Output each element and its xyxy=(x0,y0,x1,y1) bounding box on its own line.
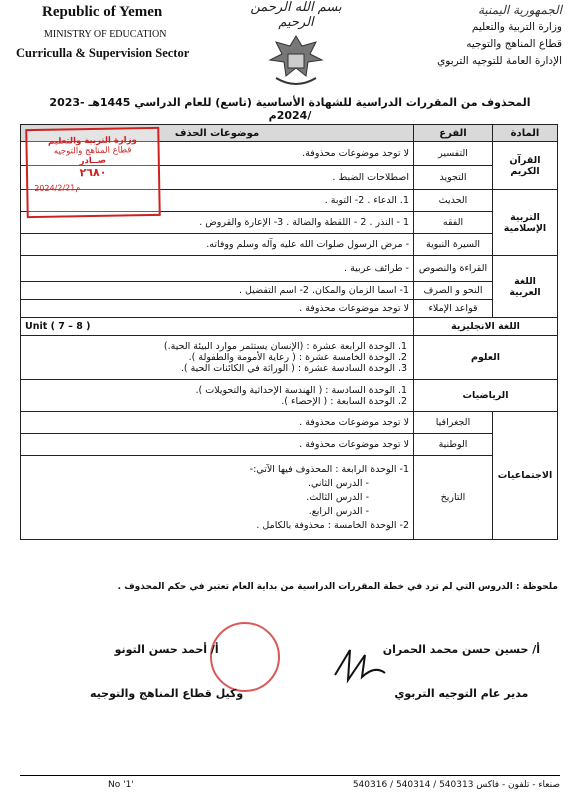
branch-cell: الحديث xyxy=(414,190,493,212)
stamp-date: 2024/2/21م xyxy=(34,183,81,194)
header-left xyxy=(16,4,216,61)
topic-cell: 1. الدعاء . 2- التوبة . xyxy=(21,190,414,212)
yemen-eagle-emblem-icon xyxy=(266,32,326,90)
branch-cell: التاريخ xyxy=(414,456,493,540)
branch-cell: قواعد الإملاء xyxy=(414,300,493,318)
topic-cell xyxy=(21,380,414,412)
branch-cell: التفسير xyxy=(414,142,493,166)
stamp-ministry: وزارة التربية والتعليم xyxy=(47,135,137,147)
topic-cell: لا توجد موضوعات محذوفة . xyxy=(21,412,414,434)
table-row xyxy=(21,300,558,318)
table-row xyxy=(21,234,558,256)
topic-cell xyxy=(21,456,414,540)
table-row xyxy=(21,318,558,336)
basmala: بسم الله الرحمن الرحيم xyxy=(250,0,342,30)
topic-cell: - طرائف عربية . xyxy=(21,256,414,282)
history-line: 2- الوحدة الخامسة : محذوفة بالكامل . xyxy=(256,519,409,531)
topic-cell: لا توجد موضوعات محذوفة. xyxy=(21,142,414,166)
branch-cell: الوطنية xyxy=(414,434,493,456)
table-row xyxy=(21,434,558,456)
branch-cell: الجغرافيا xyxy=(414,412,493,434)
header-right xyxy=(392,2,562,70)
subject-social: الاجتماعيات xyxy=(493,412,558,540)
header-topics: موضوعات الحذف xyxy=(21,125,414,142)
list-item: 3. الوحدة السادسة عشرة : ( الوراثة في الكائنات الحية ). xyxy=(25,363,395,374)
handwritten-signature-icon xyxy=(330,645,390,685)
subject-quran: القرآن الكريم xyxy=(493,142,558,190)
page-number: No '1' xyxy=(108,780,134,790)
stamp-number: ٢٦٨٠ xyxy=(79,165,107,180)
note: ملحوظة : الدروس التي لم ترد في خطة المقررات الدراسية من بداية العام تعتبر في حكم المحذوف . xyxy=(117,582,558,592)
outgoing-stamp xyxy=(25,127,161,218)
branch-cell: الفقه xyxy=(414,212,493,234)
list-item: 2. الوحدة السابعة : ( الإحصاء ). xyxy=(25,396,395,407)
history-line: - الدرس الرابع. xyxy=(308,505,369,517)
subject-islamic: التربية الإسلامية xyxy=(493,190,558,256)
topic-cell: 1 - النذر . 2 - اللقطة والضالة . 3- الإعارة والقروض . xyxy=(21,212,414,234)
signer-title: وكيل قطاع المناهج والتوجيه xyxy=(90,687,244,700)
topic-cell: لا توجد موضوعات محذوفة . xyxy=(21,300,414,318)
signer-title: مدير عام التوجيه التربوي xyxy=(394,687,529,700)
header-branch: الفرع xyxy=(414,125,493,142)
signature-block-director xyxy=(383,628,540,716)
header-subject: المادة xyxy=(493,125,558,142)
signer-name: أ/ أحمد حسن التونو xyxy=(114,643,219,656)
contact-phones: صنعاء - تلفون - فاكس 540313 / 540314 / 540316 xyxy=(352,780,560,790)
table-row xyxy=(21,380,558,412)
topic-cell: لا توجد موضوعات محذوفة . xyxy=(21,434,414,456)
republic-ar: الجمهورية اليمنية xyxy=(477,3,562,17)
stamp-issued: صــادر xyxy=(79,155,107,167)
table-row xyxy=(21,256,558,282)
country-en: Republic of Yemen xyxy=(42,4,163,20)
sector-en: Curriculla & Supervision Sector xyxy=(16,46,190,60)
ministry-ar: وزارة التربية والتعليم xyxy=(471,21,562,33)
stamp-sector: قطاع المناهج والتوجيه xyxy=(53,145,132,157)
subject-science: العلوم xyxy=(414,336,558,380)
table-row xyxy=(21,336,558,380)
history-line: - الدرس الثالث. xyxy=(306,491,369,503)
subject-arabic: اللغة العربية xyxy=(493,256,558,318)
topic-cell xyxy=(21,336,414,380)
branch-cell: النحو و الصرف xyxy=(414,282,493,300)
document-title: المحذوف من المقررات الدراسية للشهادة الأساسية (تاسع) للعام الدراسي 1445هـ -2023 /2024م xyxy=(40,96,540,125)
branch-cell: التجويد xyxy=(414,166,493,190)
sector-ar: قطاع المناهج والتوجيه xyxy=(466,38,562,50)
table-row xyxy=(21,456,558,540)
signer-name: أ/ حسين حسن محمد الحمران xyxy=(382,643,540,656)
subject-math: الرياضيات xyxy=(414,380,558,412)
footer xyxy=(20,775,560,790)
topic-cell: Unit ( 7 – 8 ) xyxy=(21,318,414,336)
topic-cell: 1- اسما الزمان والمكان. 2- اسم التفضيل . xyxy=(21,282,414,300)
history-line: - الدرس الثاني. xyxy=(307,477,369,489)
history-line: 1- الوحدة الرابعة : المحذوف فيها الآتي:- xyxy=(249,463,409,475)
topic-cell: اصطلاحات الضبط . xyxy=(21,166,414,190)
directorate-ar: الإدارة العامة للتوجيه التربوي xyxy=(437,55,562,67)
subject-english: اللغة الانجليزية xyxy=(414,318,558,336)
ministry-en: MINISTRY OF EDUCATION xyxy=(44,29,167,40)
topic-cell: - مرض الرسول صلوات الله عليه وآله وسلم ووفاته. xyxy=(21,234,414,256)
branch-cell: السيرة النبوية xyxy=(414,234,493,256)
table-row xyxy=(21,412,558,434)
signature-block-deputy xyxy=(90,628,243,716)
branch-cell: القراءة والنصوص xyxy=(414,256,493,282)
list-item: 2. الوحدة الخامسة عشرة : ( رعاية الأمومة والطفولة ). xyxy=(25,352,395,363)
list-item: 1. الوحدة الرابعة عشرة : (الإنسان يستثمر موارد البيئة الحية.) xyxy=(25,341,395,352)
list-item: 1. الوحدة السادسة : ( الهندسة الإحداثية والتحويلات ). xyxy=(25,385,395,396)
table-row xyxy=(21,282,558,300)
header-center xyxy=(232,0,360,94)
